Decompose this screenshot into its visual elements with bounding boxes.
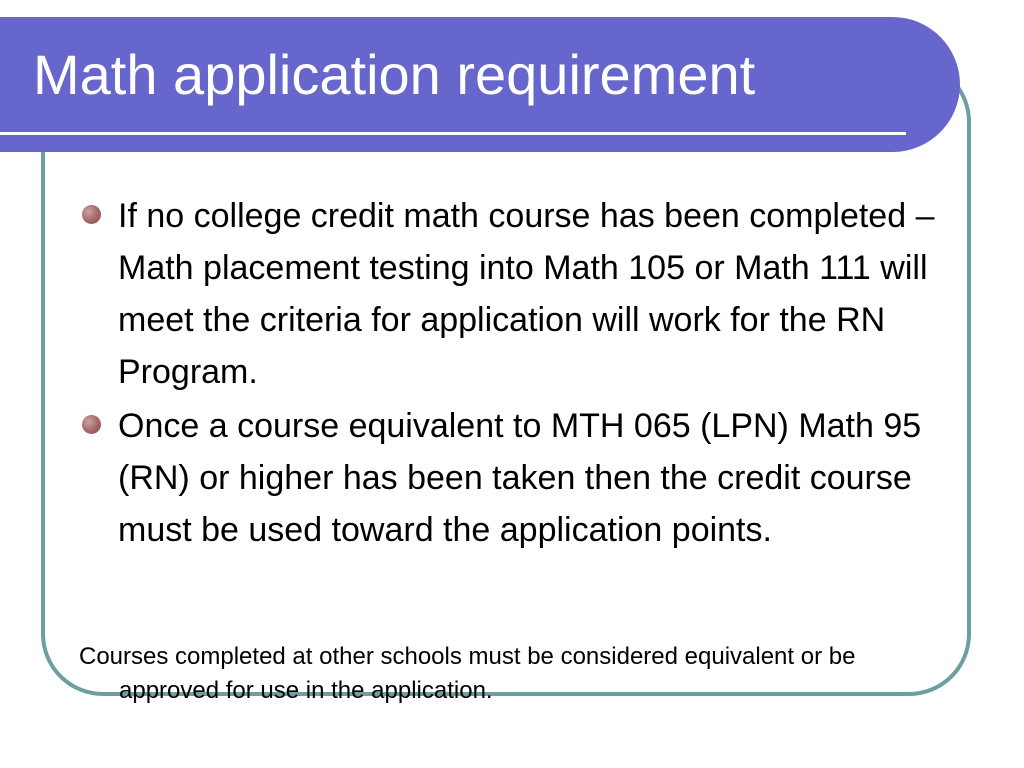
slide-title: Math application requirement (33, 43, 756, 106)
footnote: Courses completed at other schools must be considered equivalent or be approved for use in the application. (79, 643, 856, 704)
bullet-text: Once a course equivalent to MTH 065 (LPN) Math 95 (RN) or higher has been taken then the credit course must be used toward the application points. (118, 407, 922, 549)
title-underline (0, 132, 906, 135)
bullet-item (118, 400, 948, 556)
bullet-list (118, 190, 948, 558)
bullet-dot-icon (82, 415, 101, 434)
bullet-text: If no college credit math course has been completed – Math placement testing into Math 105 or Math 111 will meet the criteria for application will work for the RN Program. (118, 197, 935, 391)
bullet-dot-icon (82, 205, 101, 224)
bullet-item (118, 190, 948, 398)
